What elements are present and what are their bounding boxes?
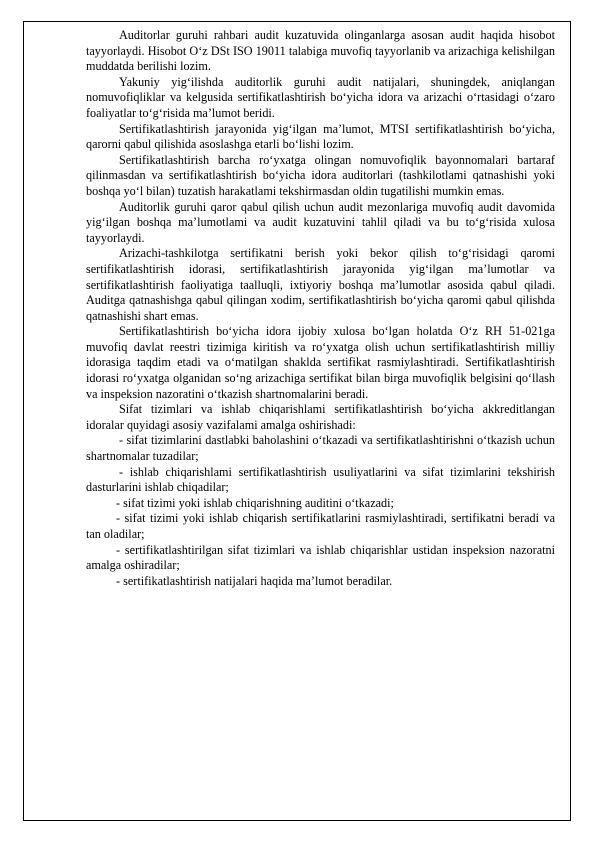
- list-item: - sertifikatlashtirish natijalari haqida ma’lumot beradilar.: [116, 573, 393, 588]
- document-body: [86, 28, 555, 589]
- list-item: - sifat tizimi yoki ishlab chiqarish sertifikatlarini rasmiylashtiradi, sertifikatni beradi va tan oladilar;: [86, 511, 555, 541]
- paragraph-final-meeting: Yakuniy yig‘ilishda auditorlik guruhi audit natijalari, shuningdek, aniqlangan nomuvofiqliklar va kelgusida sertifikatlashtirish bo‘yicha idora va arizachi o‘rtasidagi o‘zaro foaliyatlar to‘g‘risida ma’lumot beridi.: [86, 74, 555, 120]
- list-item: - sifat tizimlarini dastlabki baholashini o‘tkazadi va sertifikatlashtirishni o‘tkazish uchun shartnomalar tuzadilar;: [86, 433, 555, 464]
- paragraph-audit-report: Auditorlar guruhi rahbari audit kuzatuvida olinganlarga asosan audit haqida hisobot tayyorlaydi. Hisobot O‘z DSt ISO 19011 talabiga muvofiq tayyorlanib va arizachiga kelishilgan muddatda berilishi lozim.: [86, 28, 555, 74]
- paragraph-nonconformities: Sertifikatlashtirish barcha ro‘yxatga olingan nomuvofiqlik bayonnomalari bartaraf qilinmasdan va sertifikatlashtirish bo‘yicha idora auditorlari (tashkilotlami qatnashishi yoki boshqa yo‘l bilan) tuzatish harakatlami tekshirmasdan oldin tugatilishi mumkin emas.: [86, 152, 555, 198]
- paragraph-audit-conclusion: Auditorlik guruhi qaror qabul qilish uchun audit mezonlariga muvofiq audit davomida yig‘ilgan boshqa ma’lumotlami va audit kuzatuvini tahlil qiladi va bu to‘g‘risida xulosa tayyorlaydi.: [86, 199, 555, 245]
- paragraph-certificate-decision: Arizachi-tashkilotga sertifikatni berish yoki bekor qilish to‘g‘risidagi qaromi sertifikatlashtirish idorasi, sertifikatlashtirish jarayonida yig‘ilgan ma’lumotlar va sertifikatlashtirish faoliyatiga taalluqli, ixtiyoriy boshqa ma’lumotlar asosida qabul qiladi. Auditga qatnashishga qabul qilingan xodim, sertifikatlashtirish bo‘yicha qaromi qabul qilishda qatnashishi shart emas.: [86, 246, 555, 323]
- list-item: - sertifikatlashtirilgan sifat tizimlari va ishlab chiqarishlar ustidan inspeksion nazoratni amalga oshiradilar;: [86, 542, 555, 573]
- paragraph-collected-info: Sertifikatlashtirish jarayonida yig‘ilgan ma’lumot, MTSI sertifikatlashtirish bo‘yicha, qarorni qabul qilishida asoslashga etarli bo‘lishi lozim.: [86, 121, 555, 152]
- paragraph-registry: Sertifikatlashtirish bo‘yicha idora ijobiy xulosa bo‘lgan holatda O‘z RH 51-021ga muvofiq davlat reestri tizimiga kiritish va ro‘yxatga olish uchun sertifikatlashtirish milliy idorasiga taqdim etadi va o‘matilgan shaklda sertifikat rasmiylashtiradi. Sertifikatlashtirish idorasi ro‘yxatga olganidan so‘ng arizachiga sertifikat bilan birga muvofiqlik belgisini qo‘llash va inspeksion nazoratini o‘tkazish shartnomalarini beradi.: [86, 324, 555, 401]
- list-item: - sifat tizimi yoki ishlab chiqarishning auditini o‘tkazadi;: [116, 495, 394, 510]
- paragraph-accredited-bodies: Sifat tizimlari va ishlab chiqarishlami sertifikatlashtirish bo‘yicha akkreditlangan idoralar quyidagi asosiy vazifalami amalga oshirishadi:: [86, 402, 555, 432]
- list-item: - ishlab chiqarishlami sertifikatlashtirish usuliyatlarini va sifat tizimlarini tekshirish dasturlarini ishlab chiqadilar;: [86, 464, 555, 495]
